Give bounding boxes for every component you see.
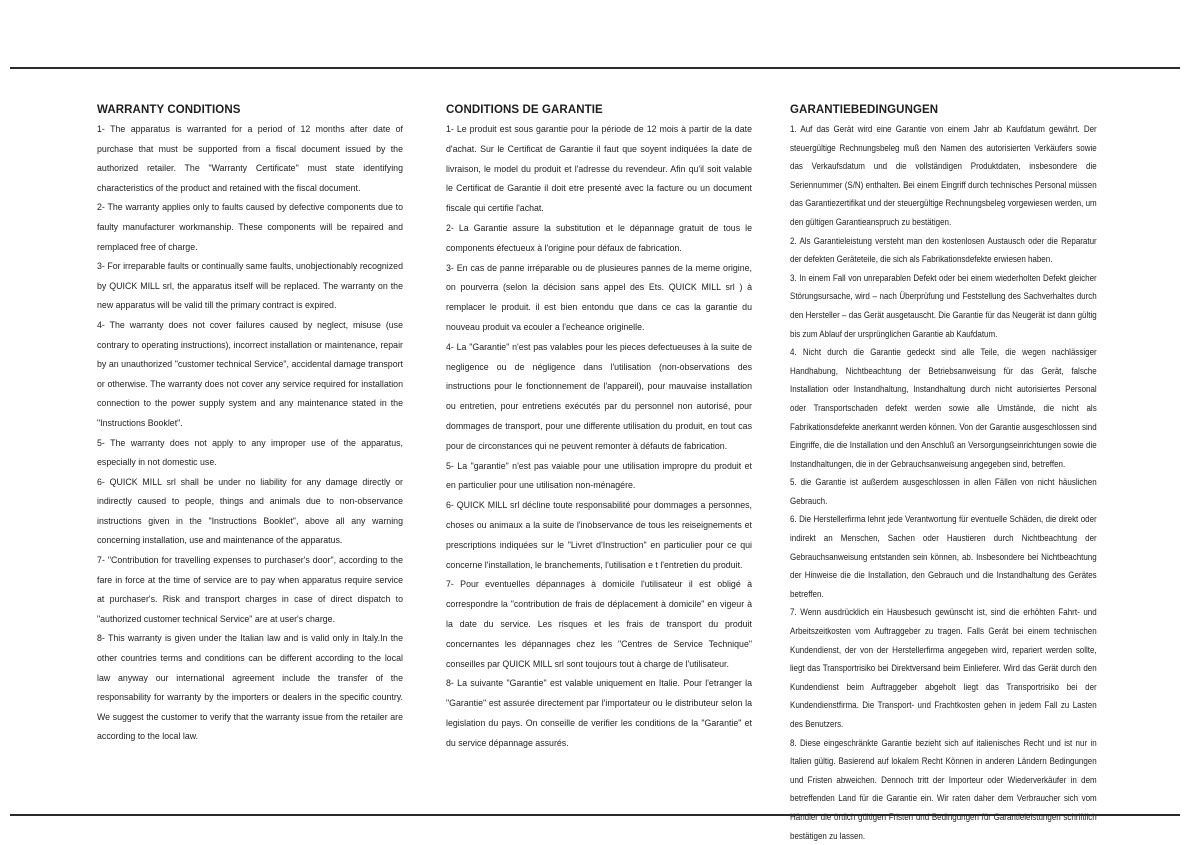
clause-6: 6. Die Herstellerfirma lehnt jede Verantwortung für eventuelle Schäden, die direkt oder indirekt an Menschen, Sachen oder Haustieren durch Nichtbeachtung der Gebrauchsanweisung entstanden sein können, ab. Insbesondere bei Nichtbeachtung der Hinweise die die Installation, den Gebrauch und die Instandhaltung des Gerätes betreffen. [790,514,1097,599]
bottom-divider [10,814,1180,816]
clause-7: 7- Pour eventuelles dépannages à domicile l'utilisateur il est obligé à correspondre la "contribution de frais de déplacement à domicile" en vigeur à la date du service. Les risques et les frais de transport du produit concernantes les dépannages chez les "Centres de Service Technique" conseilles par QUICK MILL srl sont toujours tout à charge de l'utilisateur. [446,579,753,670]
clause-1: 1. Auf das Gerät wird eine Garantie von einem Jahr ab Kaufdatum gewährt. Der steuergültige Rechnungsbeleg muß den Namen des autorisierten Verkäufers sowie das Verkaufsdatum und die vollständigen Produktdaten, insbesondere die Seriennummer (S/N) enthalten. Bei einem Eingriff durch technisches Personal müssen das Garantiezertifikat und der steuergültige Rechnungsbeleg vorgewiesen werden, um den gültigen Garantieanspruch zu bestätigen. [790,124,1097,227]
clause-2: 2- The warranty applies only to faults caused by defective components due to faulty manufacturer workmanship. These components will be repaired and remplaced free of charge. [97,202,404,253]
clause-5: 5- The warranty does not apply to any improper use of the apparatus, especially in not domestic use. [97,437,404,469]
clause-2: 2- La Garantie assure la substitution et le dépannage gratuit de tous le components éfectueux à l'origine pour défaux de fabrication. [446,222,753,254]
clause-5: 5. die Garantie ist außerdem ausgeschlossen in allen Fällen von nicht häuslichen Gebrauch. [790,477,1097,506]
clause-3: 3- En cas de panne irréparable ou de plusieures pannes de la meme origine, on pourverra (selon la décision sans appel des Ets. QUICK MILL srl ) à remplacer le produit. il est bien entondu que dans ce cas la garantie du nouveau produit va ecouler a l'echeance originelle. [446,262,753,333]
column-french [446,104,752,754]
column-english [97,104,403,747]
clause-4: 4- The warranty does not cover failures caused by neglect, misuse (use contrary to operating instructions), incorrect installation or maintenance, repair by an unauthorized "customer technical Service", accidental damage transport or otherwise. The warranty does not cover any service required for installation connection to the power supply system and any maintenance stated in the "Instructions Booklet". [97,319,404,429]
clause-6: 6- QUICK MILL srl shall be under no liability for any damage directly or indirectly caused to people, things and animals due to non-observance instructions given in the "Instructions Booklet", above all any warning concerning installation, use and maintenance of the apparatus. [97,476,404,547]
section-title: CONDITIONS DE GARANTIE [446,104,603,116]
clause-7: 7. Wenn ausdrücklich ein Hausbesuch gewünscht ist, sind die erhöhten Fahrt- und Arbeitszeitkosten vom Auftraggeber zu tragen. Falls Gerät bei einem technischen Kundendienst, der von der Herstellerfirma angegeben wird, repariert werden sollte, liegt das Transportrisiko bei Direktversand beim Einlieferer. Wird das Gerät durch den Kundendienst beim Auftraggeber abgeholt liegt das Transportrisiko bei der Kundendienstfirma. Die Transport- und Frachtkosten gehen in jedem Fall zu Lasten des Benutzers. [790,607,1097,729]
clause-8: 8. Diese eingeschränkte Garantie bezieht sich auf italienisches Recht und ist nur in Italien gültig. Basierend auf lokalem Recht Können in anderen Ländern Bedingungen und Fristen abweichen. Dennoch tritt der Importeur oder Wiederverkäufer in dem betreffenden Land für die Garantie ein. Wir raten daher dem Verbraucher sich vom Händler die örtlich gültigen Fristen und Bedingungen für Garantieleistungen schriftlich bestätigen zu lassen. [790,737,1097,841]
clause-4: 4. Nicht durch die Garantie gedeckt sind alle Teile, die wegen nachlässiger Handhabung, Nichtbeachtung der Betriebsanweisung für das Gerät, falsche Installation oder Instandhaltung, Instandhaltung durch nicht autorisiertes Personal oder Transportschaden defekt werden sowie alle Umstände, die nicht als Fabrikationsdefekte anerkannt werden können. Von der Garantie ausgeschlossen sind Eingriffe, die die Installation und den Anschluß an Versorgungseinrichtungen sowie die Instandhaltungen, die in der Gebrauchsanweisung angegeben sind, betreffen. [790,347,1097,469]
clause-3: 3- For irreparable faults or continually same faults, unobjectionably recognized by QUICK MILL srl, the apparatus itself will be replaced. The warranty on the new apparatus will be valid till the primary contract is expired. [97,261,404,312]
clause-1: 1- Le produit est sous garantie pour la période de 12 mois à partir de la date d'achat. Sur le Certificat de Garantie il faut que soyent indiquées la date de livraison, le model du produit et l'adresse du revendeur. Afin qu'il soit valable le Certificat de Garantie il doit etre presenté avec la facture ou un document fiscale qui certifie l'achat. [446,124,753,215]
top-divider [10,67,1180,69]
clause-7: 7- "Contribution for travelling expenses to purchaser's door", according to the fare in force at the time of service are to pay when apparatus require service at purchaser's. Risk and transport charges in case of direct dispatch to "authorized customer technical Service" are at user's charge. [97,555,404,625]
clause-2: 2. Als Garantieleistung versteht man den kostenlosen Austausch oder die Reparatur der defekten Geräteteile, die sich als Fabrikationsdefekte erwiesen haben. [790,235,1097,265]
clause-4: 4- La "Garantie" n'est pas valables pour les pieces defectueuses à la suite de negligence ou de négligence dans l'utilisation (non-observations des instructions pour le fonctionnement de l'appareil), pour mauvaise installation ou entretien, pour entretiens exécutés par du personnel non autorisé, pour dommages de transport, pour une differente utilisation du produit, en tout cas pour de circonstances qui ne peuvent remonter à défauts de fabrication. [446,341,753,452]
clause-5: 5- La "garantie" n'est pas vaiable pour une utilisation impropre du produit et en particulier pour une utilisation non-ménagére. [446,460,753,492]
clause-3: 3. In einem Fall von unreparablen Defekt oder bei einem wiederholten Defekt gleicher Störungsursache, wird – nach Überprüfung und Feststellung des Sachverhaltes durch den Hersteller – das Gerät ausgetauscht. Die Garantie für das Neugerät ist dann gültig bis zum Ablauf der ursprünglichen Garantie ab Kaufdatum. [790,272,1097,339]
clause-1: 1- The apparatus is warranted for a period of 12 months after date of purchase that must be supported from a fiscal document issued by the authorized retailer. The "Warranty Certificate" must state identifying characteristics of the product and retained with the fiscal document. [97,124,404,194]
column-german [790,104,1097,845]
section-title: GARANTIEBEDINGUNGEN [790,104,939,116]
clause-8: 8- La suivante "Garantie" est valable uniquement en Italie. Pour l'etranger la "Garantie" est assurée directement par l'importateur ou le distributeur selon la legislation du pays. On conseille de verifier les conditions de la "Garantie" et du service dépannage assurés. [446,678,753,749]
clause-6: 6- QUICK MILL srl décline toute responsabilité pour dommages a personnes, choses ou animaux a la suite de l'inobservance de tous les reiseignements et prescriptions indiquées sur le "Livret d'Instruction" en particulier pour ce qui concerne l'installation, le branchements, l'utilisation e t l'entretien du produit. [446,500,753,571]
clause-8: 8- This warranty is given under the Italian law and is valid only in Italy.In the other countries terms and conditions can be different according to the local law anyway our international agreement include the transfer of the responsability for warranty by the importers or dealers in the specific country. We suggest the customer to verify that the warranty issue from the retailer are according to the local law. [97,633,404,743]
section-title: WARRANTY CONDITIONS [97,104,241,116]
